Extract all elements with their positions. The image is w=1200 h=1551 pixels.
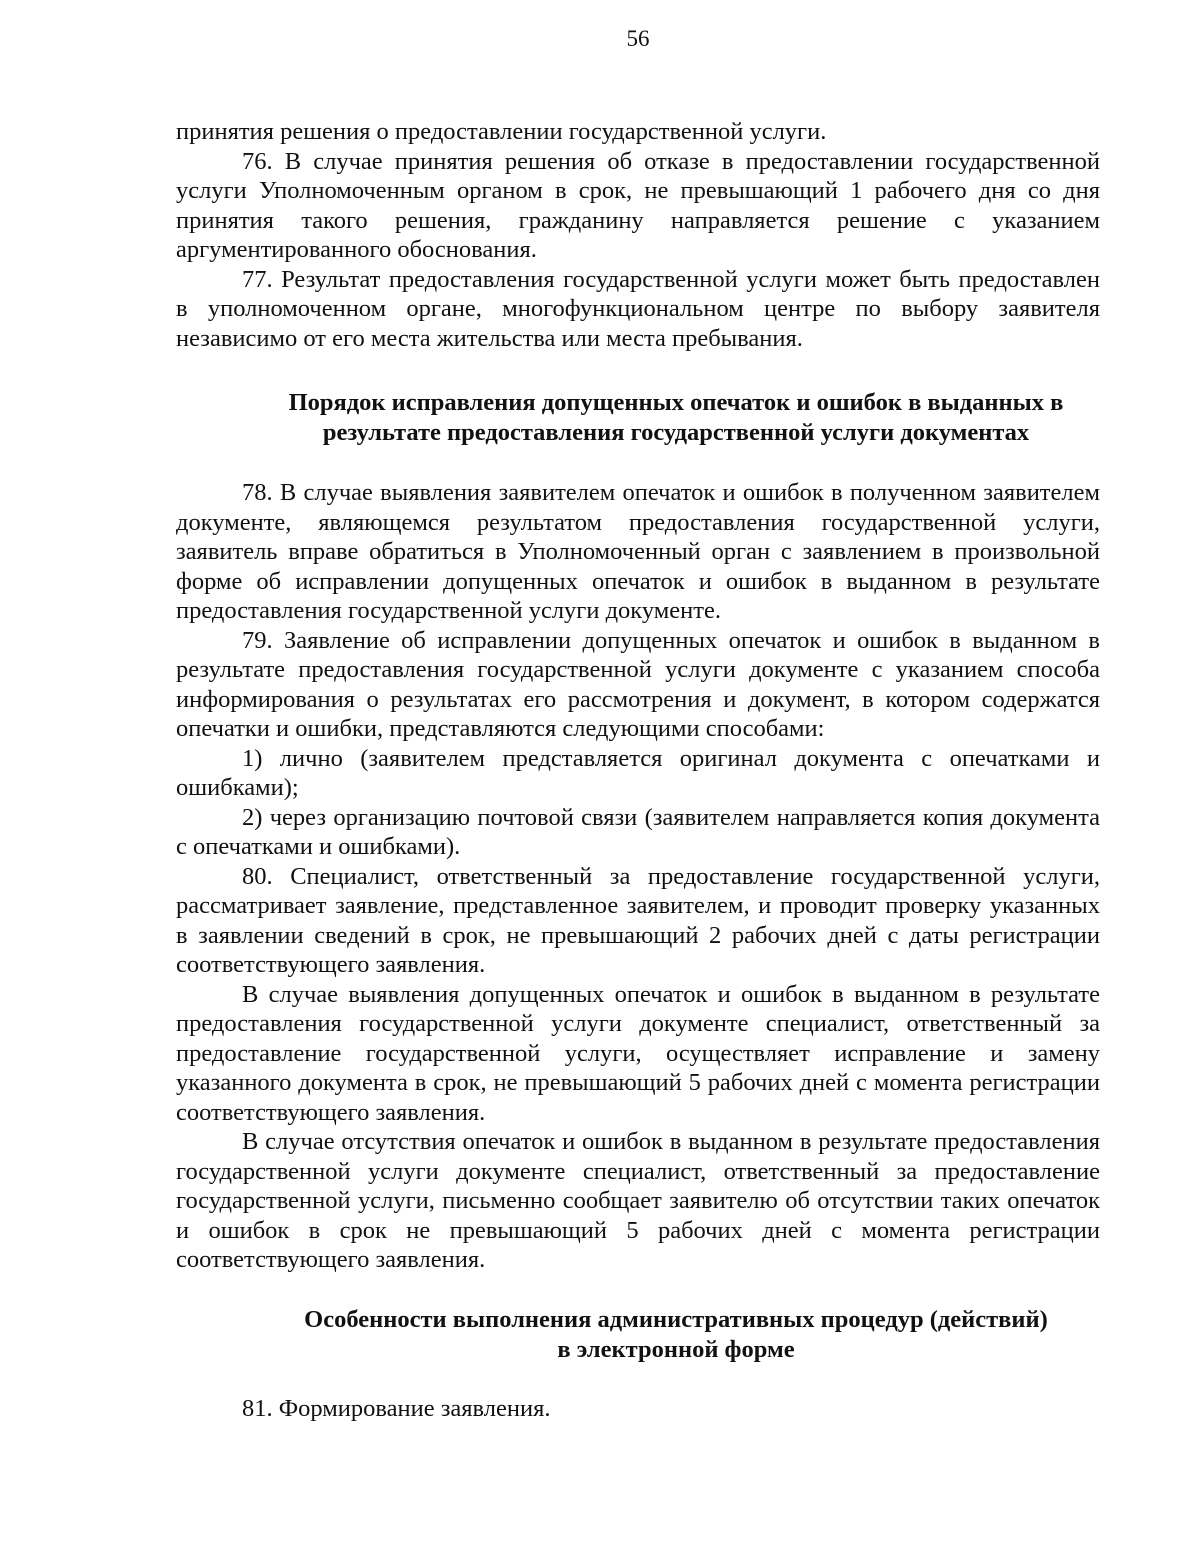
text-block-1 [176,117,1100,353]
heading-line: в электронной форме [557,1335,795,1363]
section-heading-electronic [176,1305,1176,1364]
paragraph-80: 80. Специалист, ответственный за предоставление государственной услуги, рассматривает заявление, представленное заявителем, и проводит проверку указанных в заявлении сведений в срок, не превышающий 2 рабочих дней с даты регистрации соответствующего заявления. [176,862,1100,978]
text-block-2 [176,478,1100,1275]
page-number: 56 [626,26,650,51]
heading-line: Особенности выполнения административных процедур (действий) [304,1306,1048,1333]
heading-line: результате предоставления государственной услуги документах [322,418,1030,446]
paragraph-78: 78. В случае выявления заявителем опечаток и ошибок в полученном заявителем документе, являющемся результатом предоставления государственной услуги, заявитель вправе обратиться в Уполномоченный орган с заявлением в произвольной форме об исправлении допущенных опечаток и ошибок в выданном в результате предоставления государственной услуги документе. [176,479,1100,624]
text-block-3 [176,1394,1100,1424]
paragraph-continuation: принятия решения о предоставлении государственной услуги. [176,118,827,145]
list-item-2: 2) через организацию почтовой связи (заявителем направляется копия документа с опечатками и ошибками). [176,803,1100,860]
paragraph-81: 81. Формирование заявления. [242,1395,551,1422]
list-item-1: 1) лично (заявителем представляется оригинал документа с опечатками и ошибками); [176,744,1100,801]
paragraph-77: 77. Результат предоставления государственной услуги может быть предоставлен в уполномоченном органе, многофункциональном центре по выбору заявителя независимо от его места жительства или места пребывания. [176,265,1100,352]
paragraph-80-no-errors: В случае отсутствия опечаток и ошибок в выданном в результате предоставления государственной услуги документе специалист, ответственный за предоставление государственной услуги, письменно сообщает заявителю об отсутствии таких опечаток и ошибок в срок не превышающий 5 рабочих дней с момента регистрации соответствующего заявления. [176,1128,1100,1273]
section-heading-corrections [176,388,1176,447]
paragraph-80-correction: В случае выявления допущенных опечаток и ошибок в выданном в результате предоставления государственной услуги документе специалист, ответственный за предоставление государственной услуги, осуществляет исправление и замену указанного документа в срок, не превышающий 5 рабочих дней с момента регистрации соответствующего заявления. [176,980,1100,1126]
paragraph-79: 79. Заявление об исправлении допущенных опечаток и ошибок в выданном в результате предоставления государственной услуги документе с указанием способа информирования о результатах его рассмотрения и документ, в котором содержатся опечатки и ошибки, представляются следующими способами: [176,626,1100,742]
paragraph-76: 76. В случае принятия решения об отказе в предоставлении государственной услуги Уполномоченным органом в срок, не превышающий 1 рабочего дня со дня принятия такого решения, гражданину направляется решение с указанием аргументированного обоснования. [176,147,1100,263]
heading-line: Порядок исправления допущенных опечаток и ошибок в выданных в [288,389,1064,416]
